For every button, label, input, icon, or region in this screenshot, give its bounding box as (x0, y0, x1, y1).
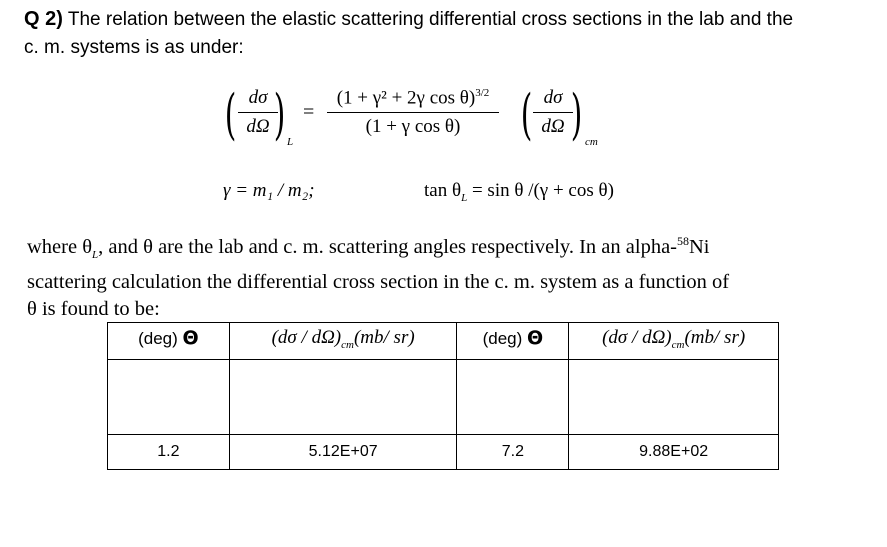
left-paren-2: ( (520, 83, 533, 146)
cell-cross-section-1: 5.12E+07 (229, 435, 457, 470)
lhs-numerator: dσ (248, 87, 268, 108)
paragraph-line-2: scattering calculation the differential cross section in the c. m. system as a function of (27, 270, 730, 293)
table-row (108, 435, 779, 470)
table-header-row (108, 323, 779, 360)
right-paren-2: ) (570, 83, 583, 146)
lhs-fraction (238, 87, 278, 138)
equals-sign: = (303, 101, 315, 123)
paragraph-line-1: where $\theta_L$, and θ are the lab and c. m. scattering angles respectively. In an alpha-$^{58}$Ni (27, 234, 710, 261)
cell-angle-1: 1.2 (108, 435, 230, 470)
cross-section-table (107, 322, 779, 470)
rhs-denominator: dΩ (541, 116, 565, 137)
left-paren: ( (224, 83, 237, 146)
rhs-numerator: dσ (543, 87, 563, 108)
middle-denominator: (1 + γ cos θ) (365, 116, 461, 138)
middle-fraction (327, 87, 499, 138)
header-cross-section-2: $(d\sigma / d\Omega)_{cm}(mb/$ sr) (569, 323, 779, 360)
rhs-fraction (533, 87, 573, 138)
lhs-subscript: L (287, 136, 294, 148)
question-number: Q 2) (24, 8, 63, 30)
header-cross-section-1: $(d\sigma / d\Omega)_{cm}(mb/$ sr) (229, 323, 457, 360)
header-angle-2: (deg) Θ (457, 323, 569, 360)
rhs-subscript: cm (585, 136, 598, 148)
header-angle-1: (deg) Θ (108, 323, 230, 360)
tan-theta-relation: $\tan \theta_L = \sin \theta$ /(γ + cos θ) (424, 180, 614, 204)
right-paren: ) (273, 83, 286, 146)
question-text: The relation between the elastic scattering differential cross sections in the lab and the (67, 9, 794, 30)
middle-numerator: (1 + γ² + 2γ cos θ)$^{3/2}$ (336, 87, 490, 109)
lhs-denominator: dΩ (246, 116, 270, 137)
gamma-definition: γ = m₁ / m₂; (223, 180, 315, 201)
question-line-2: c. m. systems is as under: (24, 37, 244, 58)
cell-cross-section-2: 9.88E+02 (569, 435, 779, 470)
question-line-1 (24, 8, 793, 31)
paragraph-line-3: θ is found to be: (27, 297, 160, 320)
cell-angle-2: 7.2 (457, 435, 569, 470)
problem-paragraph (27, 228, 867, 323)
table-spacer-row (108, 360, 779, 435)
